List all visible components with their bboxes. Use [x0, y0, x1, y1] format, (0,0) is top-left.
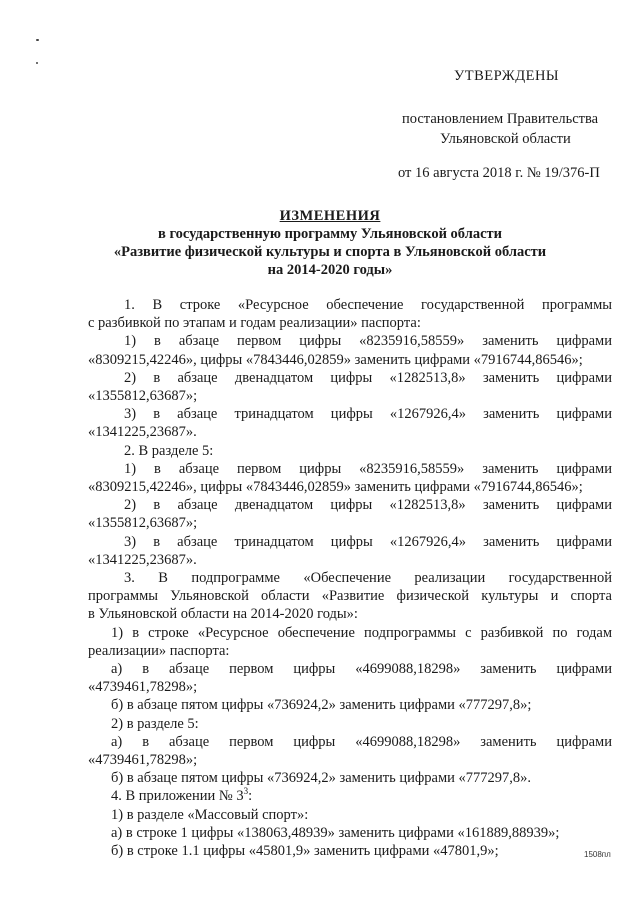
body-line: 3) в абзаце тринадцатом цифры «1267926,4» заменить цифрами: [124, 406, 612, 423]
body-line: «1355812,63687»;: [88, 515, 198, 532]
body-line: «1355812,63687»;: [88, 388, 198, 405]
body-line: б) в абзаце пятом цифры «736924,2» заменить цифрами «777297,8».: [111, 770, 532, 787]
document-body: [88, 296, 612, 860]
body-line: а) в абзаце первом цифры «4699088,18298» заменить цифрами: [111, 661, 612, 678]
approval-line-3: от 16 августа 2018 г. № 19/376-П: [398, 165, 600, 181]
registry-stamp: 1508пл: [584, 850, 611, 859]
body-line: в Ульяновской области на 2014-2020 годы»:: [88, 606, 358, 623]
scan-speck: [36, 39, 39, 41]
heading-title: ИЗМЕНЕНИЯ: [279, 208, 381, 224]
body-line: «4739461,78298»;: [88, 752, 198, 769]
body-line: 1) в абзаце первом цифры «8235916,58559» заменить цифрами: [124, 333, 612, 350]
body-line: 2. В разделе 5:: [124, 442, 214, 459]
body-line-appendix: [88, 787, 612, 805]
approval-title: УТВЕРЖДЕНЫ: [454, 68, 560, 84]
body-line: 3) в абзаце тринадцатом цифры «1267926,4» заменить цифрами: [124, 533, 612, 550]
body-line: с разбивкой по этапам и годам реализации» паспорта:: [88, 315, 421, 332]
body-line: 2) в абзаце двенадцатом цифры «1282513,8» заменить цифрами: [124, 497, 612, 514]
body-line: а) в абзаце первом цифры «4699088,18298» заменить цифрами: [111, 733, 612, 750]
body-line: 1. В строке «Ресурсное обеспечение государственной программы: [124, 297, 612, 313]
heading-line-1: в государственную программу Ульяновской области: [157, 226, 502, 242]
heading-line-3: на 2014-2020 годы»: [267, 262, 393, 278]
body-line: а) в строке 1 цифры «138063,48939» заменить цифрами «161889,88939»;: [111, 824, 560, 841]
body-line-tail: :: [248, 788, 253, 805]
body-line: программы Ульяновской области «Развитие физической культуры и спорта: [88, 588, 612, 605]
superscript: 3: [243, 786, 249, 797]
body-line: «1341225,23687».: [88, 424, 197, 441]
body-line: 1) в строке «Ресурсное обеспечение подпрограммы с разбивкой по годам: [111, 624, 612, 641]
heading-line-2: «Развитие физической культуры и спорта в Ульяновской области: [113, 244, 547, 260]
body-line: «4739461,78298»;: [88, 679, 198, 696]
body-line: 3. В подпрограмме «Обеспечение реализации государственной: [124, 570, 612, 587]
body-line-text: 4. В приложении № 3: [111, 788, 244, 805]
body-line: «8309215,42246», цифры «7843446,02859» заменить цифрами «7916744,86546»;: [88, 479, 583, 496]
approval-line-2: Ульяновской области: [440, 131, 571, 147]
body-line: 2) в абзаце двенадцатом цифры «1282513,8» заменить цифрами: [124, 369, 612, 386]
body-line: 2) в разделе 5:: [111, 715, 199, 732]
document-heading: [95, 207, 565, 279]
approval-line-1: постановлением Правительства: [402, 111, 599, 127]
body-line: 1) в абзаце первом цифры «8235916,58559» заменить цифрами: [124, 460, 612, 477]
body-line: 1) в разделе «Массовый спорт»:: [111, 806, 309, 823]
approval-block: [380, 66, 620, 183]
body-line: «1341225,23687».: [88, 551, 197, 568]
scan-speck: [36, 62, 38, 64]
body-line: реализации» паспорта:: [88, 642, 230, 659]
body-line: б) в строке 1.1 цифры «45801,9» заменить цифрами «47801,9»;: [111, 843, 499, 860]
body-line: б) в абзаце пятом цифры «736924,2» заменить цифрами «777297,8»;: [111, 697, 532, 714]
body-line: «8309215,42246», цифры «7843446,02859» заменить цифрами «7916744,86546»;: [88, 351, 583, 368]
